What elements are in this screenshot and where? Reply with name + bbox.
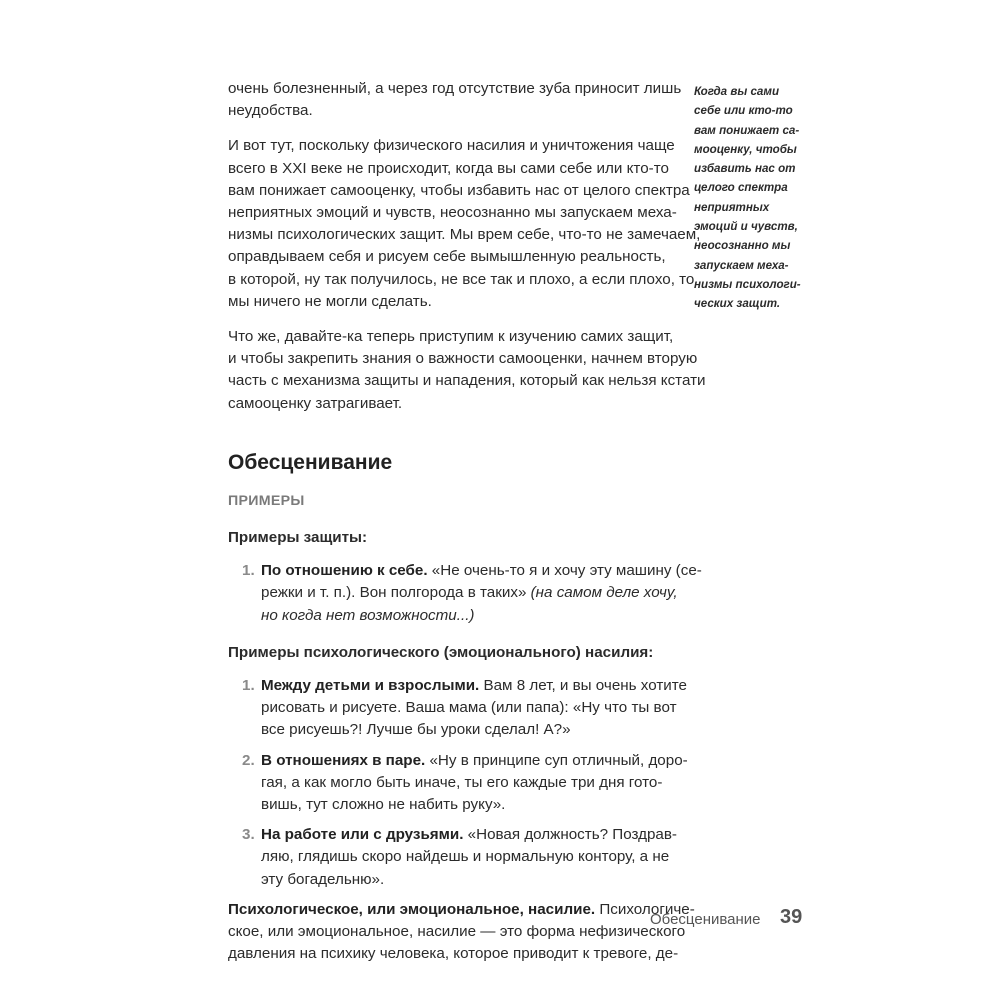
text-line: ляю, глядишь скоро найдешь и нормальную контору, а не <box>261 848 670 866</box>
note-line: неприятных <box>694 200 770 214</box>
text-line: вам понижает самооценку, чтобы избавить нас от целого спектра <box>228 181 690 199</box>
item-lead: В отношениях в паре. <box>261 751 426 769</box>
violence-examples-heading: Примеры психологического (эмоционального) насилия: <box>228 643 654 661</box>
item-text: «Ну в принципе суп отличный, доро- <box>425 751 688 769</box>
item-italic: (на самом деле хочу, <box>526 584 678 602</box>
text-line: И вот тут, поскольку физического насилия и уничтожения чаще <box>228 137 675 155</box>
text-line <box>261 750 688 772</box>
item-lead: На работе или с друзьями. <box>261 826 464 844</box>
text-line: очень болезненный, а через год отсутствие зуба приносит лишь <box>228 80 682 97</box>
text-line: давления на психику человека, которое приводит к тревоге, де- <box>228 945 679 963</box>
list-number: 1. <box>242 677 255 695</box>
list-item <box>228 560 702 627</box>
item-lead: По отношению к себе. <box>261 562 428 580</box>
note-line: эмоций и чувств, <box>694 220 798 234</box>
section-title: Обесценивание <box>228 450 393 474</box>
text-line: часть с механизма защиты и нападения, который как нельзя кстати <box>228 372 706 390</box>
list-item <box>228 824 678 891</box>
note-line: целого спектра <box>694 181 788 195</box>
note-line: вам понижает са- <box>694 123 800 137</box>
text-line: всего в XXI веке не происходит, когда вы сами себе или кто-то <box>228 159 669 177</box>
item-text: режки и т. п.). Вон полгорода в таких» <box>261 584 527 602</box>
paragraph-3 <box>228 326 706 415</box>
list-item <box>228 750 688 817</box>
note-line: мооценку, чтобы <box>694 142 797 156</box>
text-line: и чтобы закрепить знания о важности самооценки, начнем вторую <box>228 350 698 368</box>
item-text: «Новая должность? Поздрав- <box>463 826 677 844</box>
note-line: неосознанно мы <box>694 239 791 253</box>
text-line <box>228 899 695 921</box>
defense-examples-heading: Примеры защиты: <box>228 529 368 547</box>
text-line: в которой, ну так получилось, не все так и плохо, а если плохо, то <box>228 270 695 288</box>
running-title: Обесценивание <box>650 911 761 928</box>
item-lead: Между детьми и взрослыми. <box>261 677 480 695</box>
text-line: все рисуешь?! Лучше бы уроки сделал! А?» <box>261 721 571 739</box>
definition-paragraph <box>228 899 695 966</box>
text-line: неприятных эмоций и чувств, неосознанно мы запускаем меха- <box>228 204 677 222</box>
text-line <box>261 560 702 582</box>
text-line: гая, а как могло быть иначе, ты его каждые три дня гото- <box>261 773 663 791</box>
item-text: «Не очень-то я и хочу эту машину (се- <box>427 562 702 580</box>
text-line <box>261 675 688 697</box>
text-line: неудобства. <box>228 102 313 120</box>
item-italic: но когда нет возможности...) <box>261 606 475 624</box>
note-line: избавить нас от <box>694 162 796 176</box>
paragraph-2 <box>228 135 701 313</box>
note-line: низмы психологи- <box>694 277 801 291</box>
text-line <box>261 605 678 627</box>
text-line: рисовать и рисуете. Ваша мама (или папа): «Ну что ты вот <box>261 699 677 717</box>
margin-note <box>694 82 824 314</box>
note-line: Когда вы сами <box>694 85 780 98</box>
text-line <box>261 824 678 846</box>
violence-examples-list <box>228 675 688 891</box>
note-line: запускаем меха- <box>694 258 789 272</box>
item-text: Вам 8 лет, и вы очень хотите <box>479 677 688 695</box>
list-number: 3. <box>242 826 255 844</box>
text-line <box>261 582 678 604</box>
page-number: 39 <box>780 906 803 928</box>
text-line: низмы психологических защит. Мы врем себе, что-то не замечаем, <box>228 226 701 244</box>
text-line: вишь, тут сложно не набить руку». <box>261 796 506 814</box>
examples-label: ПРИМЕРЫ <box>228 492 305 509</box>
text-line: эту богадельню». <box>261 870 385 888</box>
list-number: 2. <box>242 751 255 769</box>
text-line: оправдываем себя и рисуем себе вымышленную реальность, <box>228 248 666 266</box>
definition-term: Психологическое, или эмоциональное, насилие. <box>228 900 596 918</box>
main-column <box>228 78 706 979</box>
text-line: мы ничего не могли сделать. <box>228 292 432 310</box>
list-number: 1. <box>242 562 255 580</box>
text-line: Что же, давайте-ка теперь приступим к изучению самих защит, <box>228 328 674 346</box>
page-footer <box>650 906 805 932</box>
defense-examples-list <box>228 560 702 627</box>
text-line: ское, или эмоциональное, насилие — это форма нефизического <box>228 923 686 941</box>
text-line: самооценку затрагивает. <box>228 394 403 412</box>
note-line: ческих защит. <box>694 297 781 311</box>
list-item <box>228 675 688 742</box>
note-line: себе или кто-то <box>694 104 793 118</box>
paragraph-1 <box>228 78 682 122</box>
definition-text: Психологиче- <box>595 900 695 918</box>
